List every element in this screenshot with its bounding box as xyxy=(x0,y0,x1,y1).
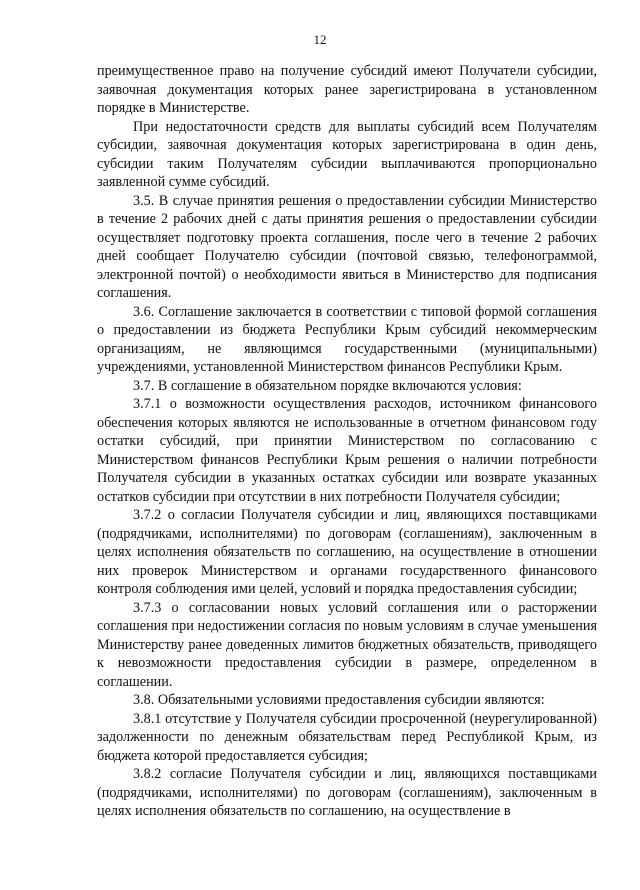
paragraph-3-7-3: 3.7.3 о согласовании новых условий соглашения или о расторжении соглашения при недостижении согласия по новым условиям в случае уменьшения Министерству ранее доведенных лимитов бюджетных обязательств, приводящего к невозможности предоставления субсидии в размере, определенном в соглашении. xyxy=(97,599,597,690)
page-number: 12 xyxy=(313,32,327,47)
document-body xyxy=(97,62,597,821)
paragraph-3-7-2: 3.7.2 о согласии Получателя субсидии и лиц, являющихся поставщиками (подрядчиками, исполнителями) по договорам (соглашениям), заключенным в целях исполнения обязательств по соглашению, на осуществление в отношении них проверок Министерством и органами государственного финансового контроля соблюдения ими целей, условий и порядка предоставления субсидии; xyxy=(97,507,597,597)
paragraph-3-8: 3.8. Обязательными условиями предоставления субсидии являются: xyxy=(133,692,545,708)
paragraph-3-6: 3.6. Соглашение заключается в соответствии с типовой формой соглашения о предоставлении из бюджета Республики Крым субсидий некоммерческим организациям, не являющимся государственными (муниципальными) учреждениями, установленной Министерством финансов Республики Крым. xyxy=(97,303,597,375)
paragraph-insufficient-funds: При недостаточности средств для выплаты субсидий всем Получателям субсидии, заявочная документация которых зарегистрирована в один день, субсидии таким Получателям субсидии выплачиваются пропорционально заявленной сумме субсидий. xyxy=(97,118,597,190)
paragraph-continuation: преимущественное право на получение субсидий имеют Получатели субсидии, заявочная документация которых ранее зарегистрирована в установленном порядке в Министерстве. xyxy=(97,63,597,116)
paragraph-3-7-1: 3.7.1 о возможности осуществления расходов, источником финансового обеспечения которых являются не использованные в отчетном финансовом году остатки субсидий, при принятии Министерством по согласованию с Министерством финансов Республики Крым решения о наличии потребности Получателя субсидии в указанных остатках субсидии или возврате указанных остатков субсидии при отсутствии в них потребности Получателя субсидии; xyxy=(97,396,597,505)
paragraph-3-7: 3.7. В соглашение в обязательном порядке включаются условия: xyxy=(133,377,522,394)
paragraph-3-5: 3.5. В случае принятия решения о предоставлении субсидии Министерство в течение 2 рабочих дней с даты принятия решения о предоставлении субсидии осуществляет подготовку проекта соглашения, после чего в течение 2 рабочих дней сообщает Получателю субсидии (почтовой связью, телефонограммой, электронной почтой) о необходимости явиться в Министерство для подписания соглашения. xyxy=(97,192,597,301)
paragraph-3-8-1: 3.8.1 отсутствие у Получателя субсидии просроченной (неурегулированной) задолженности по денежным обязательствам перед Республикой Крым, из бюджета которой предоставляется субсидия; xyxy=(97,710,597,764)
paragraph-3-8-2: 3.8.2 согласие Получателя субсидии и лиц, являющихся поставщиками (подрядчиками, исполнителями) по договорам (соглашениям), заключенным в целях исполнения обязательств по соглашению, на осуществление в xyxy=(97,766,597,819)
